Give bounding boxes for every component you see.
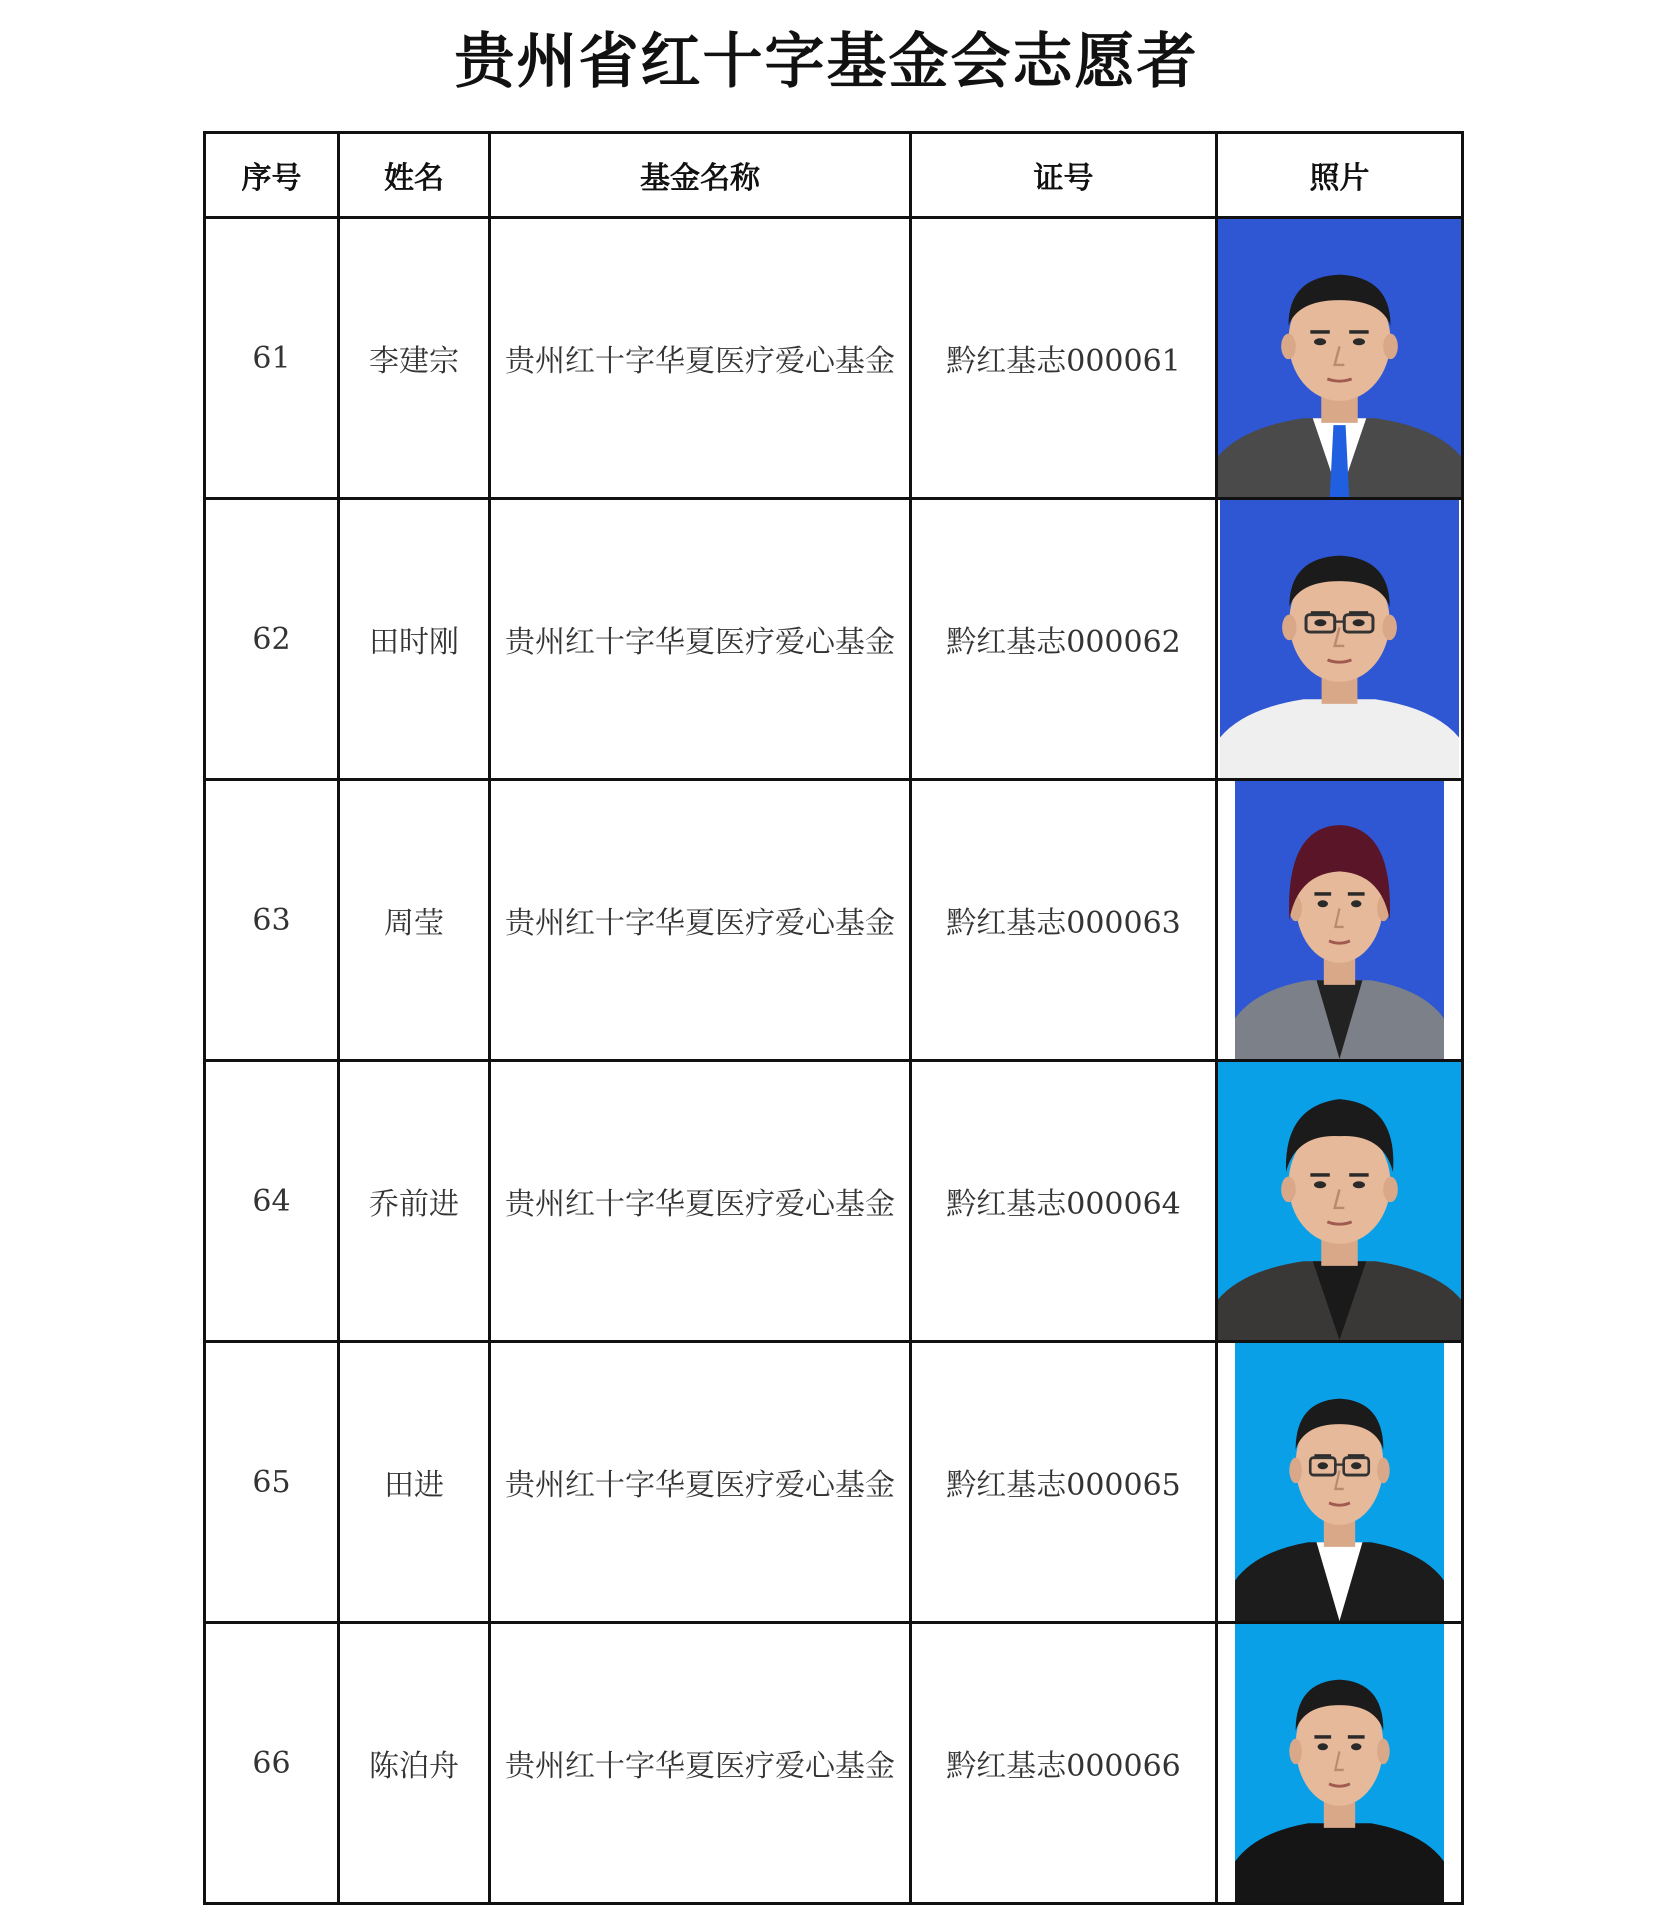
cell-serial-no: 63 bbox=[205, 780, 339, 1061]
cell-photo bbox=[1217, 218, 1463, 499]
page-title: 贵州省红十字基金会志愿者 bbox=[454, 27, 1199, 97]
table-row bbox=[205, 1342, 1463, 1623]
cell-photo bbox=[1217, 1061, 1463, 1342]
table-row bbox=[205, 1623, 1463, 1904]
portrait-photo bbox=[1218, 219, 1461, 497]
cell-name: 李建宗 bbox=[339, 218, 490, 499]
table-row bbox=[205, 218, 1463, 499]
table-row bbox=[205, 780, 1463, 1061]
cell-photo bbox=[1217, 1623, 1463, 1904]
cell-name: 周莹 bbox=[339, 780, 490, 1061]
portrait-photo bbox=[1220, 500, 1459, 778]
table-row bbox=[205, 1061, 1463, 1342]
portrait-photo bbox=[1235, 781, 1444, 1059]
header-name: 姓名 bbox=[339, 133, 490, 218]
cell-serial-no: 66 bbox=[205, 1623, 339, 1904]
cell-name: 田进 bbox=[339, 1342, 490, 1623]
cell-photo bbox=[1217, 780, 1463, 1061]
cell-certificate-no: 黔红基志000065 bbox=[911, 1342, 1217, 1623]
cell-name: 陈泊舟 bbox=[339, 1623, 490, 1904]
cell-name: 乔前进 bbox=[339, 1061, 490, 1342]
portrait-photo bbox=[1218, 1062, 1461, 1340]
cell-fund-name: 贵州红十字华夏医疗爱心基金 bbox=[490, 218, 911, 499]
cell-certificate-no: 黔红基志000061 bbox=[911, 218, 1217, 499]
cell-fund-name: 贵州红十字华夏医疗爱心基金 bbox=[490, 780, 911, 1061]
volunteer-table bbox=[203, 131, 1464, 1905]
cell-photo bbox=[1217, 499, 1463, 780]
cell-serial-no: 65 bbox=[205, 1342, 339, 1623]
portrait-photo bbox=[1235, 1343, 1444, 1621]
cell-certificate-no: 黔红基志000066 bbox=[911, 1623, 1217, 1904]
header-serial-no: 序号 bbox=[205, 133, 339, 218]
header-photo: 照片 bbox=[1217, 133, 1463, 218]
portrait-photo bbox=[1235, 1624, 1444, 1902]
cell-fund-name: 贵州红十字华夏医疗爱心基金 bbox=[490, 1623, 911, 1904]
header-certificate-no: 证号 bbox=[911, 133, 1217, 218]
cell-certificate-no: 黔红基志000063 bbox=[911, 780, 1217, 1061]
table-row bbox=[205, 499, 1463, 780]
header-fund-name: 基金名称 bbox=[490, 133, 911, 218]
cell-certificate-no: 黔红基志000062 bbox=[911, 499, 1217, 780]
cell-fund-name: 贵州红十字华夏医疗爱心基金 bbox=[490, 1061, 911, 1342]
cell-certificate-no: 黔红基志000064 bbox=[911, 1061, 1217, 1342]
cell-photo bbox=[1217, 1342, 1463, 1623]
cell-serial-no: 61 bbox=[205, 218, 339, 499]
cell-fund-name: 贵州红十字华夏医疗爱心基金 bbox=[490, 1342, 911, 1623]
table-header-row bbox=[205, 133, 1463, 218]
cell-serial-no: 64 bbox=[205, 1061, 339, 1342]
cell-name: 田时刚 bbox=[339, 499, 490, 780]
cell-serial-no: 62 bbox=[205, 499, 339, 780]
cell-fund-name: 贵州红十字华夏医疗爱心基金 bbox=[490, 499, 911, 780]
